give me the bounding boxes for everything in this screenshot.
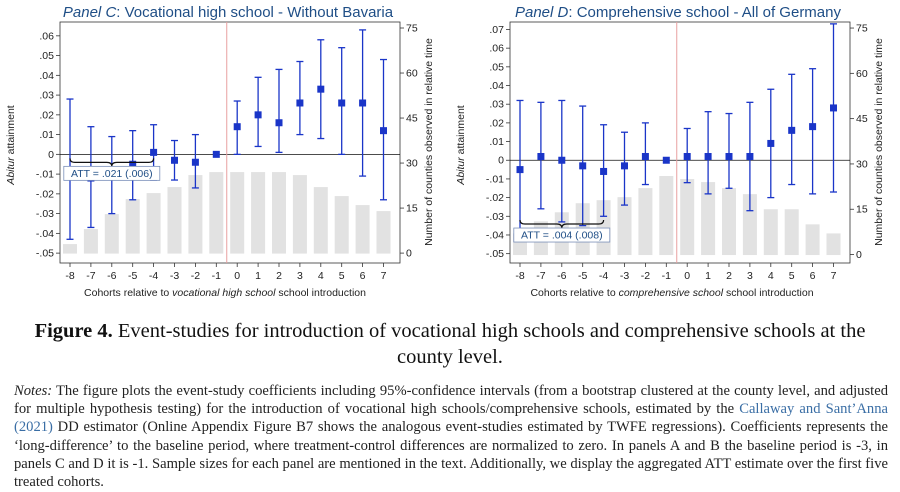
figure-caption-text: Event-studies for introduction of vocational high schools and comprehensive schools at the county level. — [112, 320, 866, 368]
y2-tick-label: 15 — [406, 202, 418, 215]
count-bar — [659, 176, 673, 255]
y-tick-label: -.02 — [35, 188, 54, 201]
y-tick-label: -.01 — [485, 173, 504, 186]
estimate-marker — [705, 153, 712, 160]
figure-notes — [14, 382, 888, 491]
y-tick-label: .06 — [489, 42, 504, 55]
y-tick-label: 0 — [498, 154, 504, 167]
x-tick-label: -1 — [211, 270, 221, 282]
estimate-marker — [296, 99, 303, 106]
x-tick-label: 0 — [684, 270, 691, 282]
count-bar — [377, 211, 391, 254]
y-tick-label: .02 — [489, 117, 504, 130]
y-tick-label: -.03 — [485, 210, 504, 223]
y2-tick-label: 45 — [856, 113, 868, 126]
x-tick-label: -6 — [557, 270, 567, 282]
estimate-marker — [234, 123, 241, 130]
y-tick-label: -.05 — [35, 247, 54, 260]
citation-link[interactable]: Callaway and Sant’Anna (2021) — [14, 401, 888, 436]
estimate-marker — [579, 162, 586, 169]
y-tick-label: -.04 — [35, 227, 54, 240]
estimate-marker — [517, 166, 524, 173]
y-tick-label: .04 — [489, 80, 504, 93]
x-tick-label: 3 — [296, 270, 303, 282]
y-tick-label: -.05 — [485, 248, 504, 261]
x-tick-label: 6 — [809, 270, 816, 282]
estimate-marker — [746, 153, 753, 160]
estimate-marker — [684, 153, 691, 160]
x-tick-label: -6 — [107, 270, 117, 282]
x-tick-label: 4 — [767, 270, 774, 282]
x-tick-label: -3 — [619, 270, 630, 282]
count-bar — [126, 199, 140, 254]
count-bar — [335, 196, 349, 254]
estimate-marker — [317, 86, 324, 93]
x-tick-label: 1 — [705, 270, 712, 282]
count-bar — [251, 172, 265, 254]
x-tick-label: -5 — [578, 270, 588, 282]
estimate-marker — [788, 127, 795, 134]
x-tick-label: -4 — [598, 270, 609, 282]
y2-tick-label: 30 — [406, 157, 418, 170]
y2-tick-label: 0 — [856, 249, 862, 262]
x-tick-label: -1 — [661, 270, 671, 282]
x-tick-label: -7 — [536, 270, 546, 282]
count-bar — [680, 179, 694, 255]
y-tick-label: .07 — [489, 23, 504, 36]
notes-text-2: DD estimator (Online Appendix Figure B7 shows the analogous event-studies estimated by TWFE regressions). Coefficients represents the ‘long-difference’ to the baseline period, where treatment-control differences are normalized to zero. In panels A and B the baseline period is -3, in panels C and D it is -1. Sample sizes for each panel are mentioned in the text. Additionally, we display the aggregated ATT estimate over the first five treated cohorts. — [14, 419, 888, 491]
count-bar — [84, 229, 98, 254]
panel-c-xlabel: Cohorts relative to vocational high school school introduction — [84, 287, 366, 299]
estimate-marker — [338, 99, 345, 106]
count-bar — [147, 193, 161, 254]
count-bar — [293, 175, 307, 254]
y2-tick-label: 60 — [856, 67, 868, 80]
estimate-marker — [380, 127, 387, 134]
x-tick-label: 6 — [359, 270, 366, 282]
x-tick-label: -2 — [640, 270, 651, 282]
estimate-marker — [642, 153, 649, 160]
count-bar — [806, 224, 820, 255]
estimate-marker — [767, 140, 774, 147]
panel-c-y2label: Number of counties observed in relative time — [423, 38, 435, 246]
x-tick-label: -2 — [190, 270, 201, 282]
x-tick-label: 5 — [338, 270, 345, 282]
panel-d-title: Panel D: Comprehensive school - All of Germany — [514, 4, 842, 21]
count-bar — [764, 209, 778, 255]
y2-tick-label: 0 — [406, 247, 412, 260]
x-tick-label: -5 — [128, 270, 138, 282]
y-tick-label: 0 — [48, 148, 54, 161]
estimate-marker — [558, 157, 565, 164]
x-tick-label: 1 — [255, 270, 262, 282]
estimate-marker — [150, 149, 157, 156]
figure-caption — [14, 318, 886, 370]
count-bar — [230, 172, 244, 254]
estimate-marker — [809, 123, 816, 130]
x-tick-label: 2 — [276, 270, 282, 282]
count-bar — [618, 197, 632, 255]
x-tick-label: -4 — [148, 270, 159, 282]
notes-text-1: The figure plots the event-study coefficients including 95%-confidence intervals (from a bootstrap clustered at the county level, and adjusted for multiple hypothesis testing) for the introduction of vocational high schools/comprehensive schools, estimated by the — [14, 383, 888, 418]
estimate-marker — [663, 157, 670, 164]
panel-d-xlabel: Cohorts relative to comprehensive school school introduction — [530, 287, 814, 299]
estimate-marker — [830, 104, 837, 111]
count-bar — [168, 187, 182, 254]
x-tick-label: -7 — [86, 270, 96, 282]
x-tick-label: -8 — [65, 270, 75, 282]
y-tick-label: -.02 — [485, 192, 504, 205]
y2-tick-label: 15 — [856, 203, 868, 216]
estimate-marker — [537, 153, 544, 160]
panel-d-svg — [450, 0, 900, 300]
estimate-marker — [726, 153, 733, 160]
panel-d-ylabel: Abitur attainment — [455, 105, 467, 185]
panel-c-ylabel: Abitur attainment — [5, 105, 17, 185]
y2-tick-label: 60 — [406, 67, 418, 80]
x-tick-label: 7 — [380, 270, 387, 282]
x-tick-label: 0 — [234, 270, 241, 282]
panel-c-svg — [0, 0, 450, 300]
x-tick-label: 7 — [830, 270, 837, 282]
count-bar — [63, 244, 77, 254]
estimate-marker — [255, 111, 262, 118]
count-bar — [209, 172, 223, 254]
figure-label: Figure 4. — [34, 320, 113, 342]
estimate-marker — [276, 119, 283, 126]
x-tick-label: 3 — [746, 270, 753, 282]
y-tick-label: -.03 — [35, 208, 54, 221]
y-tick-label: .01 — [489, 136, 504, 149]
y-tick-label: .02 — [39, 109, 54, 122]
count-bar — [827, 233, 841, 255]
y-tick-label: .05 — [489, 61, 504, 74]
count-bar — [785, 209, 799, 255]
y-tick-label: .04 — [39, 69, 54, 82]
x-tick-label: 5 — [788, 270, 795, 282]
y-tick-label: .06 — [39, 30, 54, 43]
y2-tick-label: 75 — [856, 22, 868, 35]
y2-tick-label: 75 — [406, 22, 418, 35]
panel-d-chart — [450, 0, 900, 300]
estimate-marker — [600, 168, 607, 175]
y2-tick-label: 45 — [406, 112, 418, 125]
y2-tick-label: 30 — [856, 158, 868, 171]
count-bar — [105, 214, 119, 254]
y-tick-label: -.01 — [35, 168, 54, 181]
panel-c-chart — [0, 0, 450, 300]
att-label: ATT = .021 (.006) — [70, 167, 153, 180]
count-bar — [314, 187, 328, 254]
estimate-marker — [171, 157, 178, 164]
x-tick-label: 2 — [726, 270, 732, 282]
count-bar — [638, 188, 652, 255]
panel-c-title: Panel C: Vocational high school - Without Bavaria — [62, 4, 394, 21]
x-tick-label: 4 — [317, 270, 324, 282]
y-tick-label: .03 — [39, 89, 54, 102]
x-tick-label: -3 — [169, 270, 180, 282]
att-label: ATT = .004 (.008) — [520, 229, 603, 242]
x-tick-label: -8 — [515, 270, 525, 282]
notes-label: Notes: — [14, 383, 53, 399]
estimate-marker — [621, 162, 628, 169]
count-bar — [272, 172, 286, 254]
estimate-marker — [359, 99, 366, 106]
estimate-marker — [213, 151, 220, 158]
estimate-marker — [192, 159, 199, 166]
y-tick-label: -.04 — [485, 229, 504, 242]
panel-d-y2label: Number of counties observed in relative time — [873, 38, 885, 246]
count-bar — [356, 205, 370, 254]
y-tick-label: .03 — [489, 98, 504, 111]
count-bar — [722, 188, 736, 255]
y-tick-label: .05 — [39, 50, 54, 63]
y-tick-label: .01 — [39, 129, 54, 142]
